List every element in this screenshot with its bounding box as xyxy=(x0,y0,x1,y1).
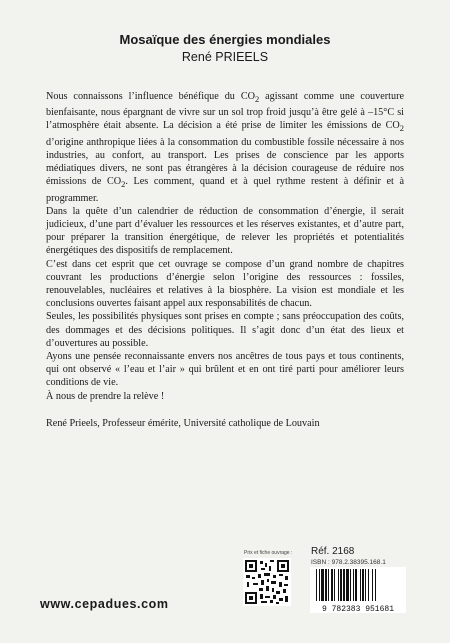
p1-subscript-c: 2 xyxy=(121,179,126,190)
paragraph-6: À nous de prendre la relève ! xyxy=(46,390,165,402)
p1-subscript-a: 2 xyxy=(254,94,260,105)
qr-code-icon[interactable] xyxy=(243,558,291,606)
paragraph-4: Seules, les possibilités physiques sont prises en compte ; sans préoccupation des coûts, des dommages et des décisions politiques. Il s’agit donc d’un état des lieux et d’ouvertures au possible. xyxy=(46,311,404,349)
p1-text-d: . Les comment, quand et à quel rythme restent à définir et à programmer. xyxy=(46,176,404,204)
publisher-website-link[interactable]: www.cepadues.com xyxy=(40,597,169,611)
barcode-icon xyxy=(310,567,406,613)
p1-subscript-b: 2 xyxy=(399,123,404,134)
back-cover-text xyxy=(46,90,404,430)
p1-text-a: Nous connaissons l’influence bénéfique du CO xyxy=(46,91,255,102)
signature: René Prieels, Professeur émérite, Université catholique de Louvain xyxy=(46,417,320,429)
book-title: Mosaïque des énergies mondiales xyxy=(119,32,331,47)
p1-text-c: d’origine anthropique liées à la consommation du combustible fossile nécessaire à nos industries, au confort, au transport. Les prises de conscience par les apports médiatiques divers, ne sont pas étrangères à la décision courageuse de réduire nos émissions de CO xyxy=(46,136,404,188)
paragraph-2: Dans la quête d’un calendrier de réduction de consommation d’énergie, il serait judicieux, d’une part d’évaluer les ressources et les réserves existantes, et d’autre part, pour préparer la transition énergétique, de relever les propriétés et potentialités énergétiques des dispositifs de remplacement. xyxy=(46,205,404,257)
reference-number: Réf. 2168 xyxy=(311,546,355,557)
paragraph-1 xyxy=(46,90,404,205)
isbn: ISBN : 978.2.38395.168.1 xyxy=(311,559,386,566)
qr-caption: Prix et fiche ouvrage : xyxy=(244,550,293,556)
p1-text-b: agissant comme une couverture bienfaisante, nous épargnant de vivre sur un sol trop froid jusqu’à être gelé à –15°C si l’atmosphère était absente. La décision a été prise de limiter les émissions de CO xyxy=(46,91,404,132)
paragraph-3: C’est dans cet esprit que cet ouvrage se compose d’un grand nombre de chapitres couvrant les productions d’énergie selon l’origine des ressources : fossiles, renouvelables, nucléaires et relatives à la biosphère. La vision est mondiale et les conclusions ouvertes faisant appel aux responsabilités de chacun. xyxy=(46,258,404,310)
paragraph-5: Ayons une pensée reconnaissante envers nos ancêtres de tous pays et tous continents, qui ont observé « l’eau et l’air » qui brûlent et en ont tiré parti pour améliorer leurs conditions de vie. xyxy=(46,350,404,389)
barcode-number: 9 782383 951681 xyxy=(321,605,395,613)
book-author: René PRIEELS xyxy=(181,50,269,64)
